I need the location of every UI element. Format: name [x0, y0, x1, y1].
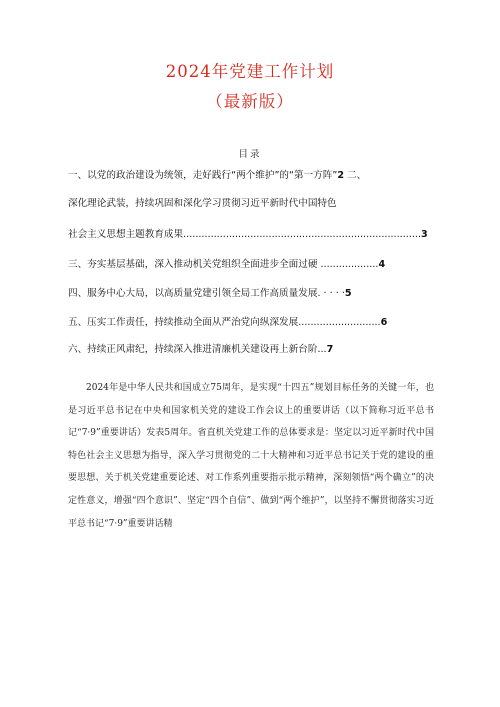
- toc-entry-text: 六、持续正风肃纪，持续深入推进清廉机关建设再上新台阶: [68, 344, 318, 355]
- document-subtitle: （最新版）: [206, 92, 294, 111]
- toc-entry-page: 2: [337, 170, 345, 181]
- body-paragraph: [68, 377, 434, 535]
- toc-entry-tail: 二、: [344, 170, 367, 181]
- body-paragraph-text: 2024年是中华人民共和国成立75周年，是实现“十四五”规划目标任务的关键一年，也是习近平总书记在中央和国家机关党的建设工作会议上的重要讲话（以下简称习近平总书记“7·9”重要讲话）发表5周年。省直机关党建工作的总体要求是：坚定以习近平新时代中国特色社会主义思想为指导，深入学习贯彻党的二十大精神和习近平总书记关于党的建设的重要思想、关于机关党建重要论述、对工作系列重要指示批示精神，深刻领悟“两个确立”的决定性意义，增强“四个意识”、坚定“四个自信”、做到“两个维护”，以坚持不懈贯彻落实习近平总书记“7·9”重要讲话精: [68, 383, 434, 529]
- toc-entry-page: 5: [344, 288, 352, 299]
- toc-entry-text: 社会主义思想主题教育成果: [68, 229, 184, 240]
- toc-leader: . · · · ·: [317, 288, 345, 299]
- toc-leader: ...: [317, 344, 327, 355]
- toc-entry-3[interactable]: [68, 258, 440, 272]
- toc-entry-text: 三、夯实基层基础，深入推动机关党组织全面进步全面过硬: [68, 259, 318, 270]
- toc-entry-5[interactable]: [68, 316, 440, 330]
- toc-entry-2[interactable]: [68, 197, 440, 211]
- toc-entry-text: 一、以党的政治建设为统领，走好践行“两个维护”的“第一方阵”: [68, 170, 338, 181]
- toc-entry-6[interactable]: [68, 343, 440, 357]
- toc-entry-page: 3: [421, 229, 428, 240]
- toc-entry-text: 四、服务中心大局，以高质量党建引领全局工作高质量发展: [68, 288, 318, 299]
- toc-entry-2-cont[interactable]: [68, 228, 440, 242]
- toc-entry-1[interactable]: [68, 169, 440, 183]
- toc-entry-text: 深化理论武装，持续巩固和深化学习贯彻习近平新时代中国特色: [68, 198, 337, 209]
- document-title: 2024年党建工作计划: [165, 62, 335, 81]
- toc-entry-page: 4: [378, 259, 386, 270]
- toc-entry-text: 五、压实工作责任，持续推动全面从严治党向纵深发展: [68, 317, 299, 328]
- toc-leader: ..............................................................................: [183, 229, 421, 240]
- toc-leader: ...........................: [298, 317, 381, 328]
- toc-leader: ...................: [317, 259, 379, 270]
- toc-heading: 目录: [238, 149, 262, 160]
- toc-entry-4[interactable]: [68, 287, 440, 301]
- toc-entry-page: 6: [380, 317, 388, 328]
- toc-entry-page: 7: [326, 344, 334, 355]
